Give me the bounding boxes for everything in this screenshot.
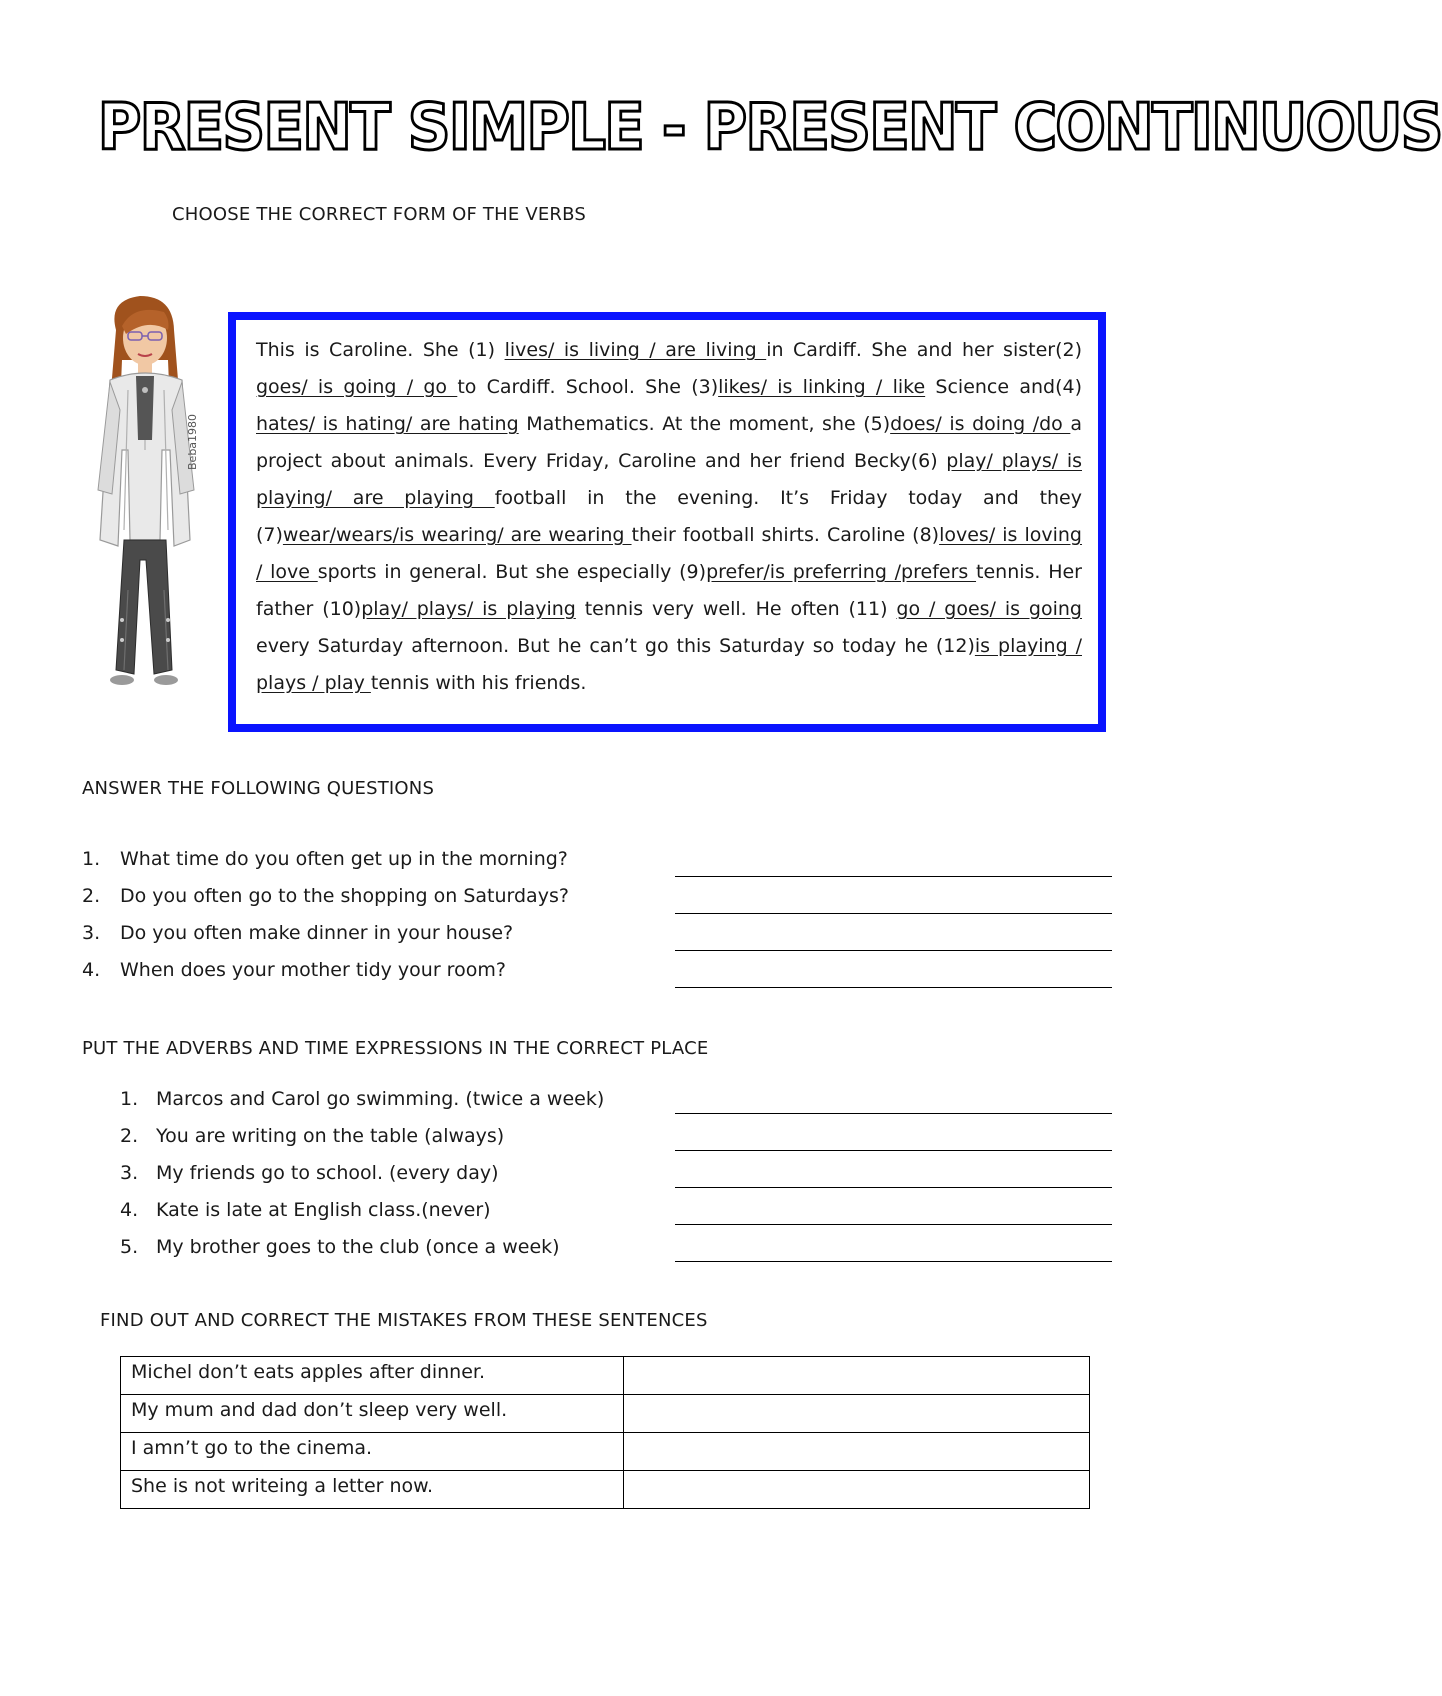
verb-options[interactable]: likes/ is linking / like bbox=[718, 376, 926, 398]
correction-cell[interactable] bbox=[624, 1357, 1090, 1395]
item-number: 2. bbox=[120, 1125, 139, 1147]
section-heading-mistakes: FIND OUT AND CORRECT THE MISTAKES FROM THESE SENTENCES bbox=[100, 1310, 708, 1331]
question-text: When does your mother tidy your room? bbox=[120, 959, 506, 981]
correction-cell[interactable] bbox=[624, 1433, 1090, 1471]
passage-text: their football shirts. Caroline (8) bbox=[631, 524, 940, 546]
mistake-sentence: I amn’t go to the cinema. bbox=[121, 1433, 624, 1471]
verb-options[interactable]: is playing / plays / play bbox=[256, 635, 1082, 694]
verb-options[interactable]: goes/ is going / go bbox=[256, 376, 458, 398]
answer-line[interactable] bbox=[675, 1261, 1112, 1262]
answer-line[interactable] bbox=[675, 1113, 1112, 1114]
answer-line[interactable] bbox=[675, 913, 1112, 914]
passage-text: in Cardiff. She and her sister(2) bbox=[766, 339, 1082, 361]
passage-text: every Saturday afternoon. But he can’t go this Saturday so today he (12) bbox=[256, 635, 975, 657]
verb-options[interactable]: hates/ is hating/ are hating bbox=[256, 413, 519, 435]
passage-text: to Cardiff. School. She (3) bbox=[457, 376, 719, 398]
passage-text: Science and(4) bbox=[925, 376, 1082, 398]
passage-text: tennis. Her father (10) bbox=[256, 561, 1082, 620]
section-heading-answer-questions: ANSWER THE FOLLOWING QUESTIONS bbox=[82, 778, 435, 799]
question-text: Do you often go to the shopping on Saturdays? bbox=[120, 885, 569, 907]
question-text: Do you often make dinner in your house? bbox=[120, 922, 514, 944]
answer-line[interactable] bbox=[675, 987, 1112, 988]
passage-text: football in the evening. It’s Friday today and they (7) bbox=[256, 487, 1082, 546]
verb-options[interactable]: loves/ is loving / love bbox=[256, 524, 1082, 583]
sentence-text: Kate is late at English class.(never) bbox=[156, 1199, 491, 1221]
answer-line[interactable] bbox=[675, 950, 1112, 951]
item-number: 4. bbox=[120, 1199, 139, 1221]
table-row bbox=[121, 1433, 1090, 1471]
item-number: 3. bbox=[82, 922, 101, 944]
verb-options[interactable]: play/ plays/ is playing bbox=[361, 598, 576, 620]
answer-line[interactable] bbox=[675, 876, 1112, 877]
passage-text: Mathematics. At the moment, she (5) bbox=[518, 413, 891, 435]
mistake-sentence: Michel don’t eats apples after dinner. bbox=[121, 1357, 624, 1395]
sentence-text: Marcos and Carol go swimming. (twice a week) bbox=[156, 1088, 605, 1110]
answer-line[interactable] bbox=[675, 1150, 1112, 1151]
passage-text: sports in general. But she especially (9) bbox=[317, 561, 707, 583]
passage-text: This is Caroline. She (1) bbox=[256, 339, 505, 361]
item-number: 1. bbox=[120, 1088, 139, 1110]
verb-options[interactable]: play/ plays/ is playing/ are playing bbox=[256, 450, 1082, 509]
item-number: 1. bbox=[82, 848, 101, 870]
item-number: 4. bbox=[82, 959, 101, 981]
verb-options[interactable]: wear/wears/is wearing/ are wearing bbox=[282, 524, 632, 546]
correction-cell[interactable] bbox=[624, 1471, 1090, 1509]
question-text: What time do you often get up in the morning? bbox=[120, 848, 568, 870]
table-row bbox=[121, 1471, 1090, 1509]
section-heading-adverbs: PUT THE ADVERBS AND TIME EXPRESSIONS IN THE CORRECT PLACE bbox=[82, 1038, 709, 1059]
table-row bbox=[121, 1357, 1090, 1395]
caroline-figure-image bbox=[78, 290, 228, 720]
reading-passage-box bbox=[228, 312, 1106, 732]
verb-options[interactable]: go / goes/ is going bbox=[896, 598, 1082, 620]
verb-options[interactable]: prefer/is preferring /prefers bbox=[706, 561, 977, 583]
answer-line[interactable] bbox=[675, 1224, 1112, 1225]
item-number: 5. bbox=[120, 1236, 139, 1258]
mistake-sentence: My mum and dad don’t sleep very well. bbox=[121, 1395, 624, 1433]
verb-options[interactable]: does/ is doing /do bbox=[890, 413, 1071, 435]
passage-text: tennis with his friends. bbox=[370, 672, 587, 694]
figure-signature: Beba1980 bbox=[186, 413, 199, 470]
answer-line[interactable] bbox=[675, 1187, 1112, 1188]
verb-options[interactable]: lives/ is living / are living bbox=[504, 339, 767, 361]
page-title: PRESENT SIMPLE - PRESENT CONTINUOUS bbox=[97, 91, 1442, 165]
sentence-text: My brother goes to the club (once a week) bbox=[156, 1236, 560, 1258]
item-number: 2. bbox=[82, 885, 101, 907]
passage-text: tennis very well. He often (11) bbox=[575, 598, 897, 620]
passage-text: a project about animals. Every Friday, Caroline and her friend Becky(6) bbox=[256, 413, 1083, 472]
table-row bbox=[121, 1395, 1090, 1433]
item-number: 3. bbox=[120, 1162, 139, 1184]
sentence-text: You are writing on the table (always) bbox=[156, 1125, 505, 1147]
mistake-sentence: She is not writeing a letter now. bbox=[121, 1471, 624, 1509]
section-heading-choose-verbs: CHOOSE THE CORRECT FORM OF THE VERBS bbox=[172, 204, 586, 225]
correction-cell[interactable] bbox=[624, 1395, 1090, 1433]
mistakes-table bbox=[120, 1356, 1090, 1509]
sentence-text: My friends go to school. (every day) bbox=[156, 1162, 499, 1184]
